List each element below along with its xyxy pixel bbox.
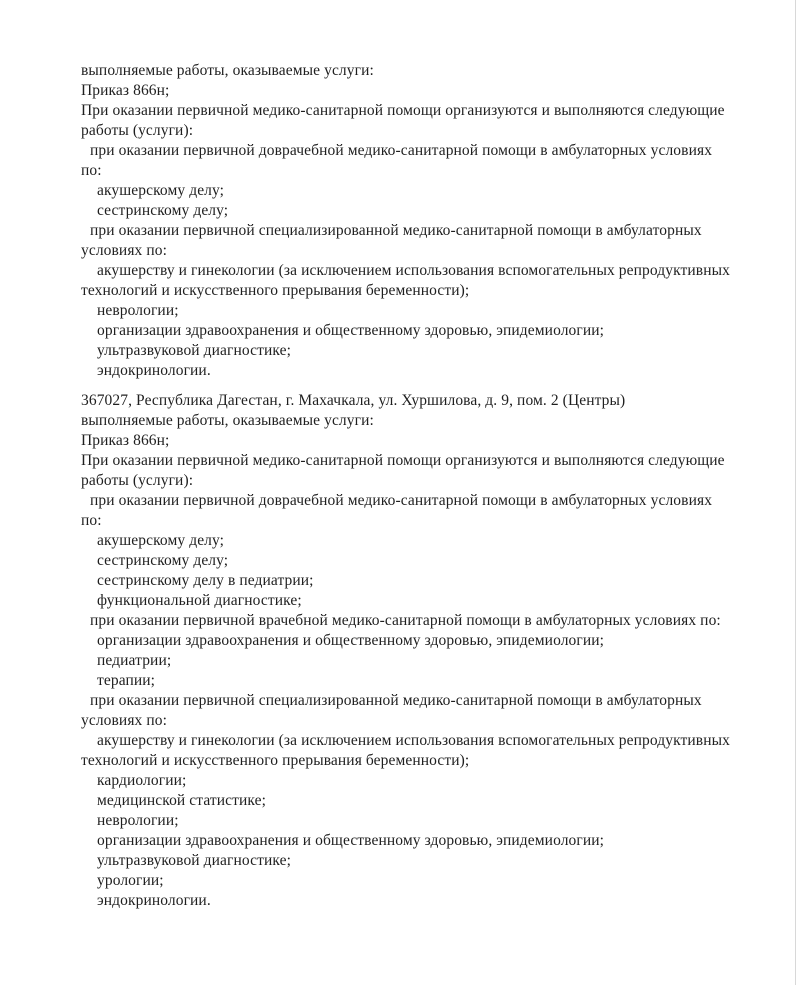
- document-line: по:: [81, 162, 102, 179]
- document-line: условиях по:: [81, 712, 168, 729]
- document-line: терапии;: [97, 672, 156, 689]
- document-line: организации здравоохранения и общественному здоровью, эпидемиологии;: [97, 322, 605, 339]
- document-line: функциональной диагностике;: [97, 592, 302, 609]
- document-line: сестринскому делу;: [97, 552, 229, 569]
- document-line: акушерскому делу;: [97, 182, 225, 199]
- document-line: При оказании первичной медико-санитарной помощи организуются и выполняются следующие: [81, 102, 725, 119]
- document-section-2: [81, 391, 771, 911]
- document-line: сестринскому делу в педиатрии;: [97, 572, 314, 589]
- document-line: работы (услуги):: [81, 122, 194, 139]
- document-line: эндокринологии.: [97, 362, 211, 379]
- document-line: при оказании первичной доврачебной медико-санитарной помощи в амбулаторных условиях: [90, 492, 713, 509]
- document-line: выполняемые работы, оказываемые услуги:: [81, 412, 374, 429]
- document-line: при оказании первичной специализированной медико-санитарной помощи в амбулаторных: [90, 222, 702, 239]
- document-line: урологии;: [97, 872, 164, 889]
- document-line: 367027, Республика Дагестан, г. Махачкала, ул. Хуршилова, д. 9, пом. 2 (Центры): [81, 392, 626, 409]
- document-line: При оказании первичной медико-санитарной помощи организуются и выполняются следующие: [81, 452, 725, 469]
- document-line: организации здравоохранения и общественному здоровью, эпидемиологии;: [97, 832, 605, 849]
- document-line: при оказании первичной специализированной медико-санитарной помощи в амбулаторных: [90, 692, 702, 709]
- document-line: медицинской статистике;: [97, 792, 267, 809]
- document-line: акушерству и гинекологии (за исключением использования вспомогательных репродуктивных: [97, 732, 730, 749]
- document-line: при оказании первичной врачебной медико-санитарной помощи в амбулаторных условиях по:: [90, 612, 721, 629]
- document-line: технологий и искусственного прерывания беременности);: [81, 282, 470, 299]
- document-line: сестринскому делу;: [97, 202, 229, 219]
- document-line: по:: [81, 512, 102, 529]
- document-line: акушерскому делу;: [97, 532, 225, 549]
- document-line: выполняемые работы, оказываемые услуги:: [81, 62, 374, 79]
- document-body: [81, 61, 771, 911]
- document-line: эндокринологии.: [97, 892, 211, 909]
- document-line: технологий и искусственного прерывания беременности);: [81, 752, 470, 769]
- document-line: при оказании первичной доврачебной медико-санитарной помощи в амбулаторных условиях: [90, 142, 713, 159]
- document-line: организации здравоохранения и общественному здоровью, эпидемиологии;: [97, 632, 605, 649]
- document-line: педиатрии;: [97, 652, 172, 669]
- document-line: Приказ 866н;: [81, 432, 170, 449]
- document-line: работы (услуги):: [81, 472, 194, 489]
- document-line: ультразвуковой диагностике;: [97, 852, 291, 869]
- document-section-1: [81, 61, 771, 381]
- page-right-edge-line: [795, 0, 796, 985]
- document-line: неврологии;: [97, 302, 179, 319]
- document-line: Приказ 866н;: [81, 82, 170, 99]
- document-line: условиях по:: [81, 242, 168, 259]
- document-line: акушерству и гинекологии (за исключением использования вспомогательных репродуктивных: [97, 262, 730, 279]
- document-line: кардиологии;: [97, 772, 187, 789]
- document-line: неврологии;: [97, 812, 179, 829]
- document-line: ультразвуковой диагностике;: [97, 342, 291, 359]
